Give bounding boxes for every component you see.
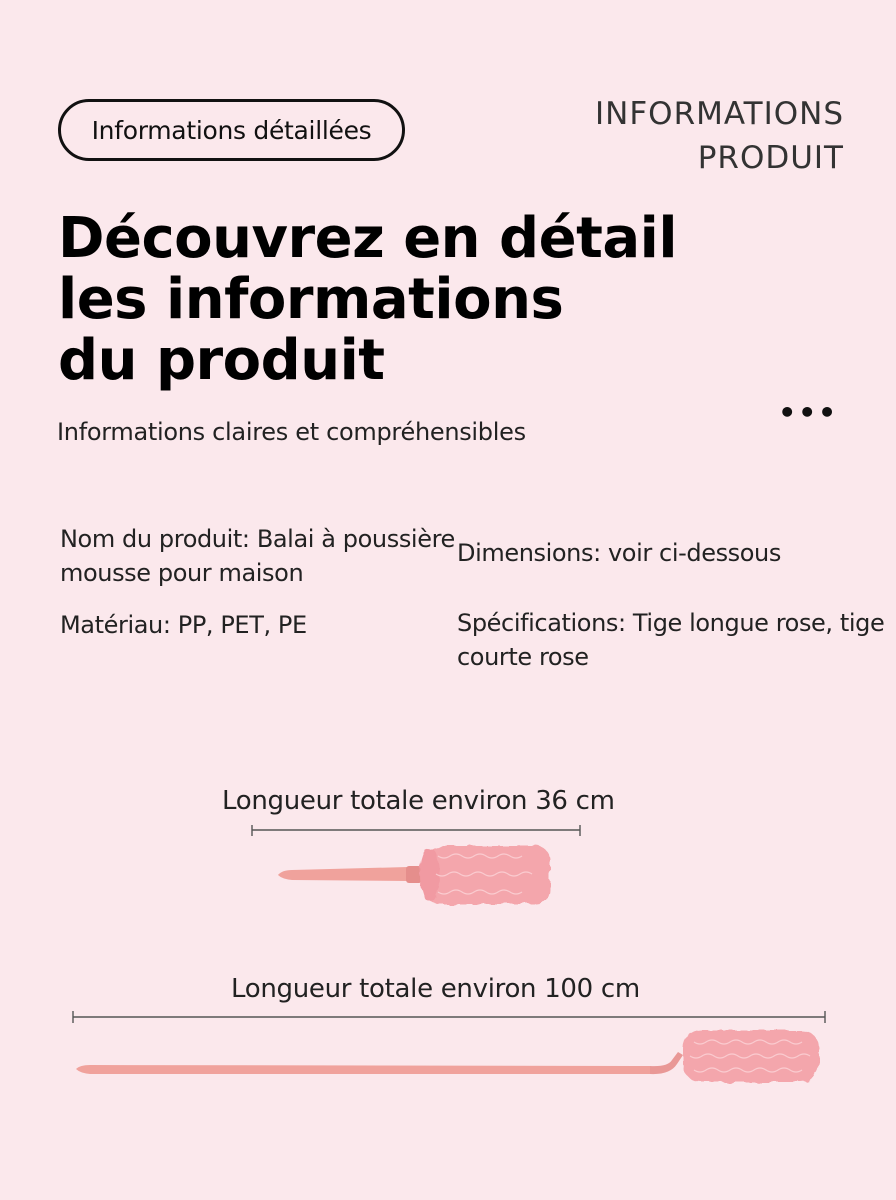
section-label-line1: INFORMATIONS (595, 96, 844, 132)
spec-material: Matériau: PP, PET, PE (60, 611, 307, 639)
headline-line3: du produit (58, 328, 385, 393)
long-length-label: Longueur totale environ 100 cm (231, 974, 640, 1004)
short-dimension-line (252, 825, 580, 836)
subtitle: Informations claires et compréhensibles (57, 418, 526, 446)
headline-line1: Découvrez en détail (58, 206, 678, 271)
short-duster-icon (278, 846, 550, 904)
headline-line2: les informations (58, 267, 564, 332)
spec-specifications: Spécifications: Tige longue rose, tige courte rose (457, 609, 885, 671)
long-dimension-line (73, 1011, 825, 1023)
details-badge-label: Informations détaillées (91, 115, 372, 145)
spec-product-name: Nom du produit: Balai à poussière mousse pour maison (60, 525, 455, 587)
section-label-line2: PRODUIT (697, 140, 844, 176)
spec-dimensions: Dimensions: voir ci-dessous (457, 539, 781, 567)
short-length-label: Longueur totale environ 36 cm (222, 786, 615, 816)
long-duster-icon (76, 1030, 819, 1082)
more-dots-icon: ••• (778, 396, 838, 429)
